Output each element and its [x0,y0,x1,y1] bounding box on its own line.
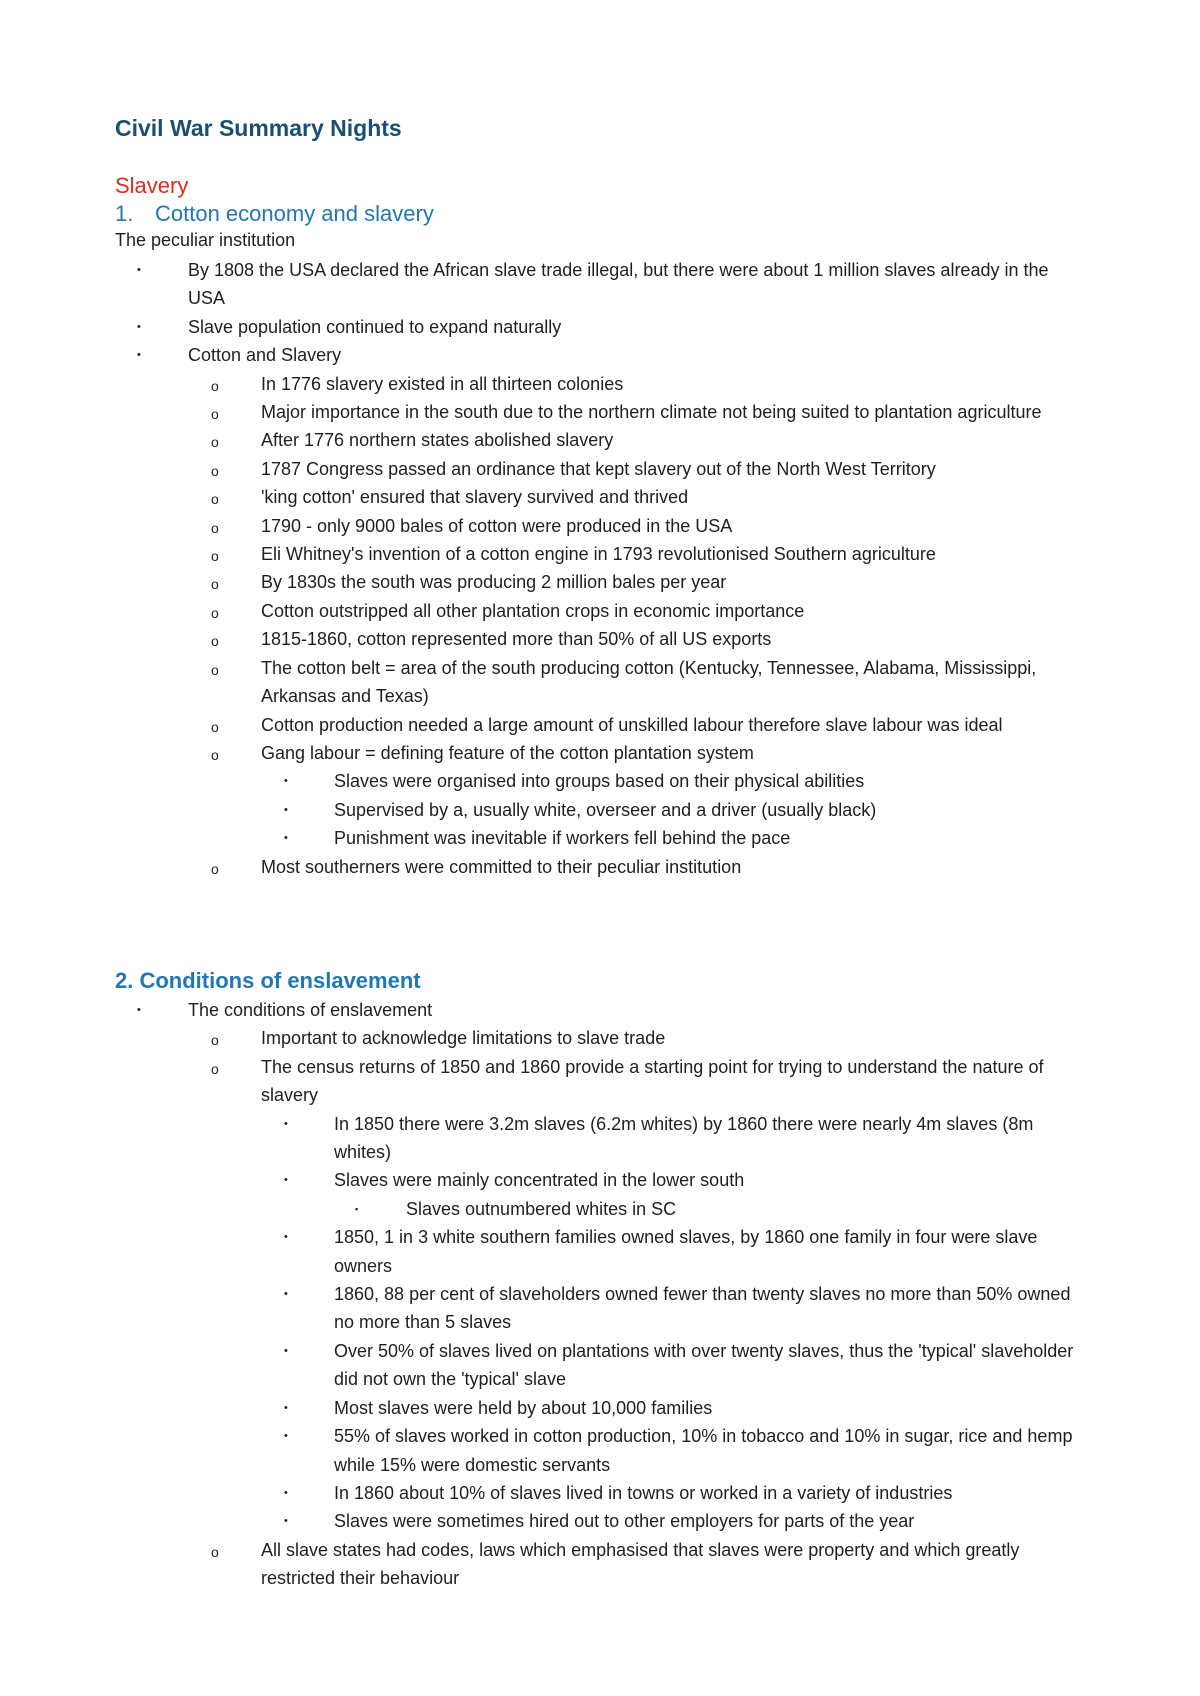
list-item-text: Slaves outnumbered whites in SC [406,1198,677,1219]
list-item [0,654,1120,711]
list-item [0,1479,1120,1507]
list-item [0,568,1120,596]
list-item [0,625,1120,653]
list-item-text: Over 50% of slaves lived on plantations with over twenty slaves, thus the 'typical' slaveholder did not own the 'typical' slave [334,1340,1074,1390]
list-item-text: 'king cotton' ensured that slavery survived and thrived [261,487,689,508]
bullet-marker: • [284,803,288,816]
list-item-text: Cotton and Slavery [188,345,342,366]
list-item [0,1536,1120,1593]
list-item [0,455,1120,483]
list-item-text: Slaves were organised into groups based on their physical abilities [334,771,865,792]
list-item [0,313,1120,341]
bullet-marker: o [211,491,219,508]
subsection-number: 1. [115,201,134,226]
subsection-heading-conditions: 2. Conditions of enslavement [115,968,421,993]
list-item-text: 1815-1860, cotton represented more than 50% of all US exports [261,629,772,650]
list-item-text: In 1776 slavery existed in all thirteen colonies [261,373,624,394]
bullet-marker: o [211,576,219,593]
list-item [0,1110,1120,1167]
list-item [0,1053,1120,1110]
list-item-text: In 1860 about 10% of slaves lived in towns or worked in a variety of industries [334,1482,953,1503]
bullet-marker: • [137,349,141,362]
list-item-text: Slaves were sometimes hired out to other employers for parts of the year [334,1511,915,1532]
list-item [0,1166,1120,1194]
bullet-marker: • [284,1231,288,1244]
list-item [0,1280,1120,1337]
bullet-marker: • [284,1344,288,1357]
bullet-marker: o [211,860,219,877]
list-item [0,256,1120,313]
bullet-marker: o [211,1543,219,1560]
list-item [0,767,1120,795]
bullet-marker: o [211,406,219,423]
list-item [0,483,1120,511]
list-item-text: The conditions of enslavement [188,1000,433,1020]
list-item-text: 55% of slaves worked in cotton production, 10% in tobacco and 10% in sugar, rice and hemp while 15% were domestic servants [334,1426,1073,1475]
bullet-marker: o [211,434,219,451]
list-item-text: Slave population continued to expand naturally [188,316,562,337]
list-item-text: Punishment was inevitable if workers fell behind the pace [334,828,791,849]
list-item [0,996,1120,1024]
list-item [0,711,1120,739]
bullet-marker: o [211,377,219,394]
list-item [0,398,1120,426]
list-item [0,540,1120,568]
bullet-marker: o [211,718,219,735]
list-item [0,1195,1120,1223]
list-item [0,1024,1120,1052]
list-item-text: Important to acknowledge limitations to slave trade [261,1028,666,1049]
bullet-marker: o [211,1032,219,1049]
intro-text: The peculiar institution [115,230,296,250]
list-item-text: Cotton production needed a large amount of unskilled labour therefore slave labour was ideal [261,714,1003,735]
list-item-text: 1787 Congress passed an ordinance that kept slavery out of the North West Territory [261,458,936,479]
bullet-marker: • [137,264,141,276]
bullet-marker: • [284,1430,288,1443]
list-item [0,739,1120,767]
subsection-heading-cotton-economy [115,201,434,227]
bullet-list-conditions [0,996,1120,1593]
list-item-text: Most slaves were held by about 10,000 families [334,1397,713,1418]
list-item-text: The cotton belt = area of the south producing cotton (Kentucky, Tennessee, Alabama, Mississippi, Arkansas and Texas) [261,657,1037,707]
list-item-text: 1860, 88 per cent of slaveholders owned fewer than twenty slaves no more than 50% owned no more than 5 slaves [334,1284,1071,1333]
list-item-text: Cotton outstripped all other plantation crops in economic importance [261,600,805,621]
list-item-text: All slave states had codes, laws which emphasised that slaves were property and which greatly restricted their behaviour [261,1539,1020,1589]
bullet-marker: o [211,462,219,479]
document-title: Civil War Summary Nights [115,115,402,141]
list-item-text: By 1830s the south was producing 2 million bales per year [261,572,727,593]
bullet-marker: • [137,320,141,333]
bullet-marker: o [211,661,219,678]
list-item-text: Slaves were mainly concentrated in the lower south [334,1170,745,1191]
list-item-text: Gang labour = defining feature of the cotton plantation system [261,742,754,763]
bullet-marker: ▪ [355,1203,359,1214]
bullet-marker: • [137,1004,141,1016]
list-item-text: Eli Whitney's invention of a cotton engine in 1793 revolutionised Southern agriculture [261,544,936,565]
list-item [0,512,1120,540]
list-item [0,370,1120,398]
bullet-marker: • [284,775,288,788]
bullet-marker: • [284,1486,288,1499]
list-item-text: The census returns of 1850 and 1860 provide a starting point for trying to understand the nature of slavery [261,1056,1044,1106]
list-item [0,1507,1120,1535]
list-item-text: Supervised by a, usually white, overseer and a driver (usually black) [334,799,877,820]
list-item-text: Major importance in the south due to the northern climate not being suited to plantation agriculture [261,402,1042,423]
list-item-text: 1850, 1 in 3 white southern families owned slaves, by 1860 one family in four were slave owners [334,1227,1038,1276]
list-item [0,341,1120,369]
bullet-marker: • [284,1117,288,1130]
list-item [0,1223,1120,1280]
list-item-text: 1790 - only 9000 bales of cotton were produced in the USA [261,515,733,536]
bullet-marker: • [284,832,288,845]
section-heading-slavery: Slavery [115,173,189,198]
list-item [0,1422,1120,1479]
list-item [0,426,1120,454]
list-item [0,824,1120,852]
bullet-marker: o [211,746,219,763]
list-item-text: By 1808 the USA declared the African slave trade illegal, but there were about 1 million slaves already in the USA [188,260,1049,309]
bullet-marker: • [284,1401,288,1414]
bullet-marker: o [211,519,219,536]
bullet-marker: o [211,604,219,621]
list-item [0,1394,1120,1422]
subsection-title: Cotton economy and slavery [155,201,434,226]
bullet-list-cotton-economy [0,256,1120,881]
bullet-marker: o [211,633,219,650]
bullet-marker: • [284,1174,288,1187]
list-item-text: After 1776 northern states abolished slavery [261,430,614,451]
bullet-marker: • [284,1288,288,1301]
list-item [0,1337,1120,1394]
bullet-marker: • [284,1515,288,1528]
bullet-marker: o [211,1060,219,1077]
list-item-text: In 1850 there were 3.2m slaves (6.2m whites) by 1860 there were nearly 4m slaves (8m whites) [334,1113,1034,1163]
list-item [0,853,1120,881]
list-item-text: Most southerners were committed to their peculiar institution [261,856,742,877]
list-item [0,796,1120,824]
list-item [0,597,1120,625]
bullet-marker: o [211,548,219,565]
